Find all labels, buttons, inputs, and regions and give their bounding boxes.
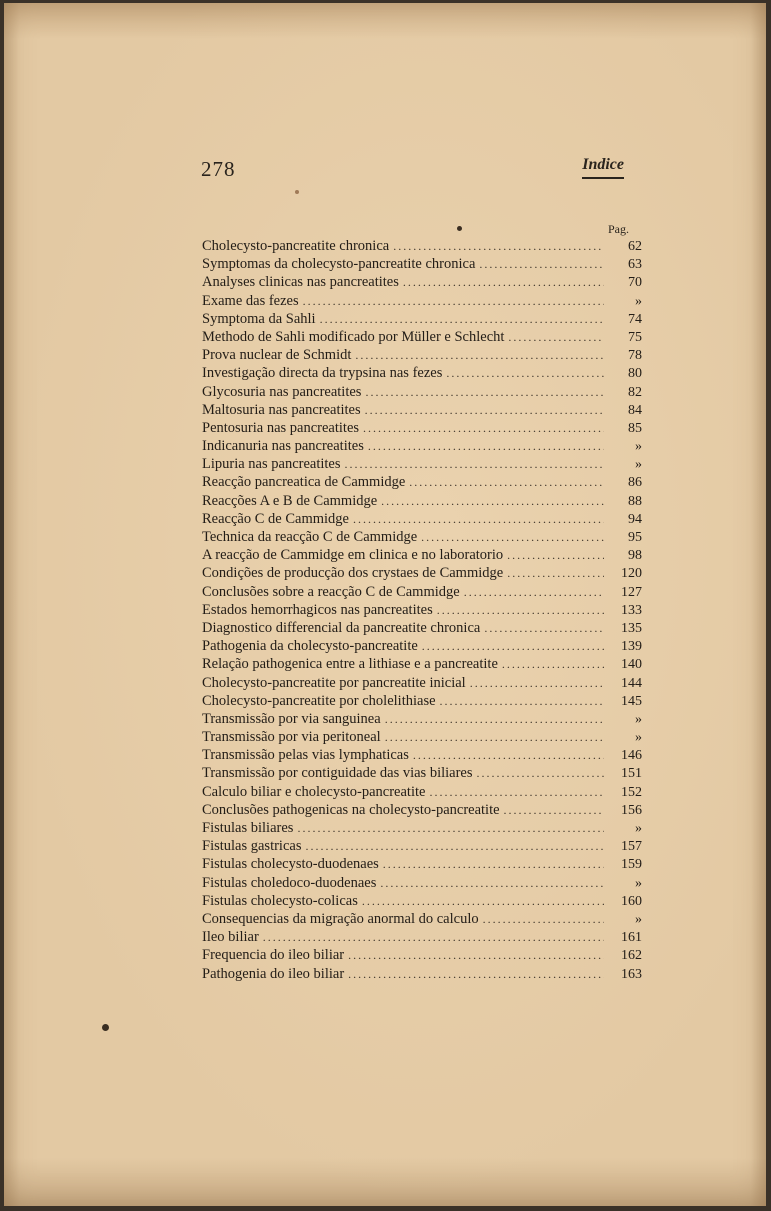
- dot-leader: [504, 803, 604, 818]
- toc-entry-title: Symptoma da Sahli: [202, 310, 316, 327]
- toc-entry-title: Fistulas choledoco-duodenaes: [202, 874, 377, 891]
- toc-entry: [202, 911, 642, 929]
- toc-entry-page: 82: [628, 384, 642, 400]
- toc-entry-page: 162: [621, 948, 642, 964]
- toc-entry: [202, 947, 642, 965]
- toc-entry-page: 157: [621, 839, 642, 855]
- toc-entry-title: Conclusões pathogenicas na cholecysto-pancreatite: [202, 801, 500, 818]
- toc-entry: [202, 511, 642, 529]
- toc-entry-page: 98: [628, 548, 642, 564]
- dot-leader: [348, 967, 604, 982]
- dot-leader: [383, 857, 604, 872]
- toc-entry: [202, 238, 642, 256]
- dot-leader: [345, 457, 605, 472]
- toc-entry: [202, 638, 642, 656]
- toc-entry-title: Condições de producção dos crystaes de Cammidge: [202, 565, 504, 582]
- toc-entry-title: Frequencia do ileo biliar: [202, 947, 345, 964]
- dot-leader: [484, 621, 604, 636]
- toc-entry: [202, 256, 642, 274]
- toc-entry-page: »: [635, 875, 642, 891]
- dot-leader: [348, 948, 604, 963]
- toc-entry-title: Prova nuclear de Schmidt: [202, 347, 352, 364]
- toc-entry-title: Relação pathogenica entre a lithiase e a pancreatite: [202, 656, 498, 673]
- dot-leader: [446, 366, 604, 381]
- toc-entry: [202, 856, 642, 874]
- toc-entry-page: 159: [621, 857, 642, 873]
- toc-entry: [202, 420, 642, 438]
- dot-leader: [470, 676, 604, 691]
- toc-entry: [202, 893, 642, 911]
- dot-leader: [403, 275, 604, 290]
- toc-entry-page: 85: [628, 420, 642, 436]
- toc-entry-title: Methodo de Sahli modificado por Müller e Schlecht: [202, 328, 505, 345]
- toc-entry-page: 88: [628, 493, 642, 509]
- toc-entry-title: Cholecysto-pancreatite chronica: [202, 238, 390, 254]
- toc-entry: [202, 693, 642, 711]
- toc-entry: [202, 584, 642, 602]
- toc-entry-title: Reacção C de Cammidge: [202, 510, 349, 527]
- dot-leader: [381, 494, 604, 509]
- toc-entry-page: 94: [628, 511, 642, 527]
- toc-entry: [202, 966, 642, 984]
- toc-entry: [202, 493, 642, 511]
- toc-entry: [202, 311, 642, 329]
- toc-entry: [202, 711, 642, 729]
- toc-entry-page: 80: [628, 366, 642, 382]
- page-number: 278: [201, 157, 236, 181]
- toc-entry: [202, 402, 642, 420]
- toc-entry-title: Transmissão por via sanguinea: [202, 710, 381, 727]
- toc-entry-title: Glycosuria nas pancreatites: [202, 383, 362, 400]
- dot-leader: [502, 657, 604, 672]
- toc-entry-page: »: [635, 911, 642, 927]
- toc-entry-title: Lipuria nas pancreatites: [202, 456, 341, 473]
- toc-entry-title: Analyses clinicas nas pancreatites: [202, 274, 399, 291]
- dot-leader: [413, 748, 604, 763]
- toc-entry-page: 145: [621, 693, 642, 709]
- toc-entry-title: Exame das fezes: [202, 292, 299, 309]
- dot-leader: [365, 385, 604, 400]
- ink-spot-mark: [102, 1024, 109, 1031]
- toc-entry-title: Transmissão por contiguidade das vias biliares: [202, 765, 473, 782]
- dot-leader: [421, 530, 604, 545]
- dot-leader: [464, 585, 604, 600]
- dot-leader: [320, 312, 604, 327]
- toc-entry: [202, 456, 642, 474]
- toc-entry-title: Cholecysto-pancreatite por cholelithiase: [202, 692, 436, 709]
- toc-entry-title: Reacções A e B de Cammidge: [202, 492, 378, 509]
- toc-entry-page: 62: [628, 239, 642, 254]
- toc-entry-title: Indicanuria nas pancreatites: [202, 438, 364, 455]
- dot-leader: [507, 566, 604, 581]
- toc-entry: [202, 802, 642, 820]
- dot-leader: [479, 257, 604, 272]
- toc-entry-page: »: [635, 439, 642, 455]
- dot-leader: [353, 512, 604, 527]
- toc-entry: [202, 875, 642, 893]
- toc-entry: [202, 929, 642, 947]
- toc-entry-page: 156: [621, 802, 642, 818]
- toc-entry: [202, 565, 642, 583]
- toc-entry: [202, 274, 642, 292]
- toc-entry-title: Fistulas cholecysto-colicas: [202, 892, 358, 909]
- book-page: [4, 3, 766, 1206]
- toc-entry: [202, 293, 642, 311]
- toc-entry-title: Pathogenia da cholecysto-pancreatite: [202, 638, 418, 655]
- toc-entry: [202, 729, 642, 747]
- toc-entry-title: Fistulas gastricas: [202, 838, 302, 855]
- toc-entry: [202, 365, 642, 383]
- toc-entry-page: 74: [628, 311, 642, 327]
- toc-entry-page: 151: [621, 766, 642, 782]
- toc-entry-title: Ileo biliar: [202, 929, 259, 946]
- toc-entry: [202, 784, 642, 802]
- toc-entry: [202, 675, 642, 693]
- ink-spot-mark: [295, 190, 299, 194]
- toc-entry-title: Cholecysto-pancreatite por pancreatite inicial: [202, 674, 466, 691]
- toc-entry-page: 160: [621, 893, 642, 909]
- toc-entry-title: Calculo biliar e cholecysto-pancreatite: [202, 783, 426, 800]
- toc-entry-title: Transmissão pelas vias lymphaticas: [202, 747, 409, 764]
- toc-entry-title: Consequencias da migração anormal do calculo: [202, 910, 479, 927]
- toc-entry: [202, 384, 642, 402]
- dot-leader: [303, 294, 604, 309]
- page-column-label: Pag.: [608, 222, 629, 236]
- dot-leader: [363, 421, 604, 436]
- toc-entry-page: 75: [628, 329, 642, 345]
- toc-entry-page: 144: [621, 675, 642, 691]
- dot-leader: [365, 403, 604, 418]
- toc-entry-page: 70: [628, 275, 642, 291]
- dot-leader: [477, 766, 605, 781]
- toc-entry-title: Transmissão por via peritoneal: [202, 729, 381, 746]
- toc-entry-title: Diagnostico differencial da pancreatite chronica: [202, 619, 481, 636]
- toc-entry-page: »: [635, 730, 642, 746]
- dot-leader: [440, 694, 604, 709]
- dot-leader: [385, 730, 604, 745]
- toc-entry-page: 146: [621, 748, 642, 764]
- toc-entry-page: 127: [621, 584, 642, 600]
- toc-entry-page: »: [635, 293, 642, 309]
- dot-leader: [508, 330, 604, 345]
- toc-entry-title: Technica da reacção C de Cammidge: [202, 529, 418, 545]
- dot-leader: [385, 712, 604, 727]
- ink-spot-mark: [457, 226, 462, 231]
- toc-entry: [202, 329, 642, 347]
- toc-entry-page: 120: [621, 566, 642, 582]
- toc-entry: [202, 620, 642, 638]
- dot-leader: [393, 239, 604, 254]
- dot-leader: [483, 912, 604, 927]
- toc-entry: [202, 765, 642, 783]
- table-of-contents: [202, 238, 642, 984]
- toc-entry-page: 139: [621, 639, 642, 655]
- dot-leader: [507, 548, 604, 563]
- toc-entry-title: Investigação directa da trypsina nas fezes: [202, 365, 443, 382]
- toc-entry-title: Fistulas cholecysto-duodenaes: [202, 856, 379, 873]
- toc-entry-page: 152: [621, 784, 642, 800]
- dot-leader: [263, 930, 604, 945]
- dot-leader: [437, 603, 604, 618]
- toc-entry-page: »: [635, 457, 642, 473]
- toc-entry-title: Symptomas da cholecysto-pancreatite chronica: [202, 256, 476, 273]
- toc-entry: [202, 602, 642, 620]
- toc-entry-page: 78: [628, 348, 642, 364]
- dot-leader: [422, 639, 604, 654]
- toc-entry: [202, 656, 642, 674]
- dot-leader: [297, 821, 604, 836]
- toc-entry-title: Fistulas biliares: [202, 820, 294, 836]
- toc-entry-title: Pentosuria nas pancreatites: [202, 419, 360, 436]
- toc-entry-title: Pathogenia do ileo biliar: [202, 965, 345, 982]
- toc-entry-title: Estados hemorrhagicos nas pancreatites: [202, 601, 433, 618]
- dot-leader: [429, 785, 604, 800]
- toc-entry-page: 84: [628, 402, 642, 418]
- toc-entry-title: Maltosuria nas pancreatites: [202, 401, 361, 418]
- toc-entry-title: Reacção pancreatica de Cammidge: [202, 474, 406, 491]
- toc-entry-title: A reacção de Cammidge em clinica e no laboratorio: [202, 547, 504, 564]
- toc-entry: [202, 529, 642, 547]
- toc-entry-page: 163: [621, 966, 642, 982]
- running-head: Indice: [582, 156, 624, 179]
- dot-leader: [305, 839, 604, 854]
- toc-entry-page: »: [635, 821, 642, 836]
- toc-entry: [202, 474, 642, 492]
- toc-entry-page: 86: [628, 475, 642, 491]
- toc-entry: [202, 747, 642, 765]
- dot-leader: [355, 348, 604, 363]
- toc-entry-title: Conclusões sobre a reacção C de Cammidge: [202, 583, 460, 600]
- dot-leader: [368, 439, 604, 454]
- toc-entry: [202, 820, 642, 838]
- toc-entry-page: 161: [621, 930, 642, 946]
- toc-entry-page: 135: [621, 620, 642, 636]
- toc-entry: [202, 347, 642, 365]
- toc-entry: [202, 438, 642, 456]
- toc-entry-page: 63: [628, 257, 642, 273]
- dot-leader: [362, 894, 604, 909]
- toc-entry-page: 95: [628, 530, 642, 545]
- toc-entry-page: »: [635, 711, 642, 727]
- toc-entry-page: 140: [621, 657, 642, 673]
- toc-entry: [202, 547, 642, 565]
- toc-entry: [202, 838, 642, 856]
- dot-leader: [409, 475, 604, 490]
- dot-leader: [380, 876, 604, 891]
- toc-entry-page: 133: [621, 602, 642, 618]
